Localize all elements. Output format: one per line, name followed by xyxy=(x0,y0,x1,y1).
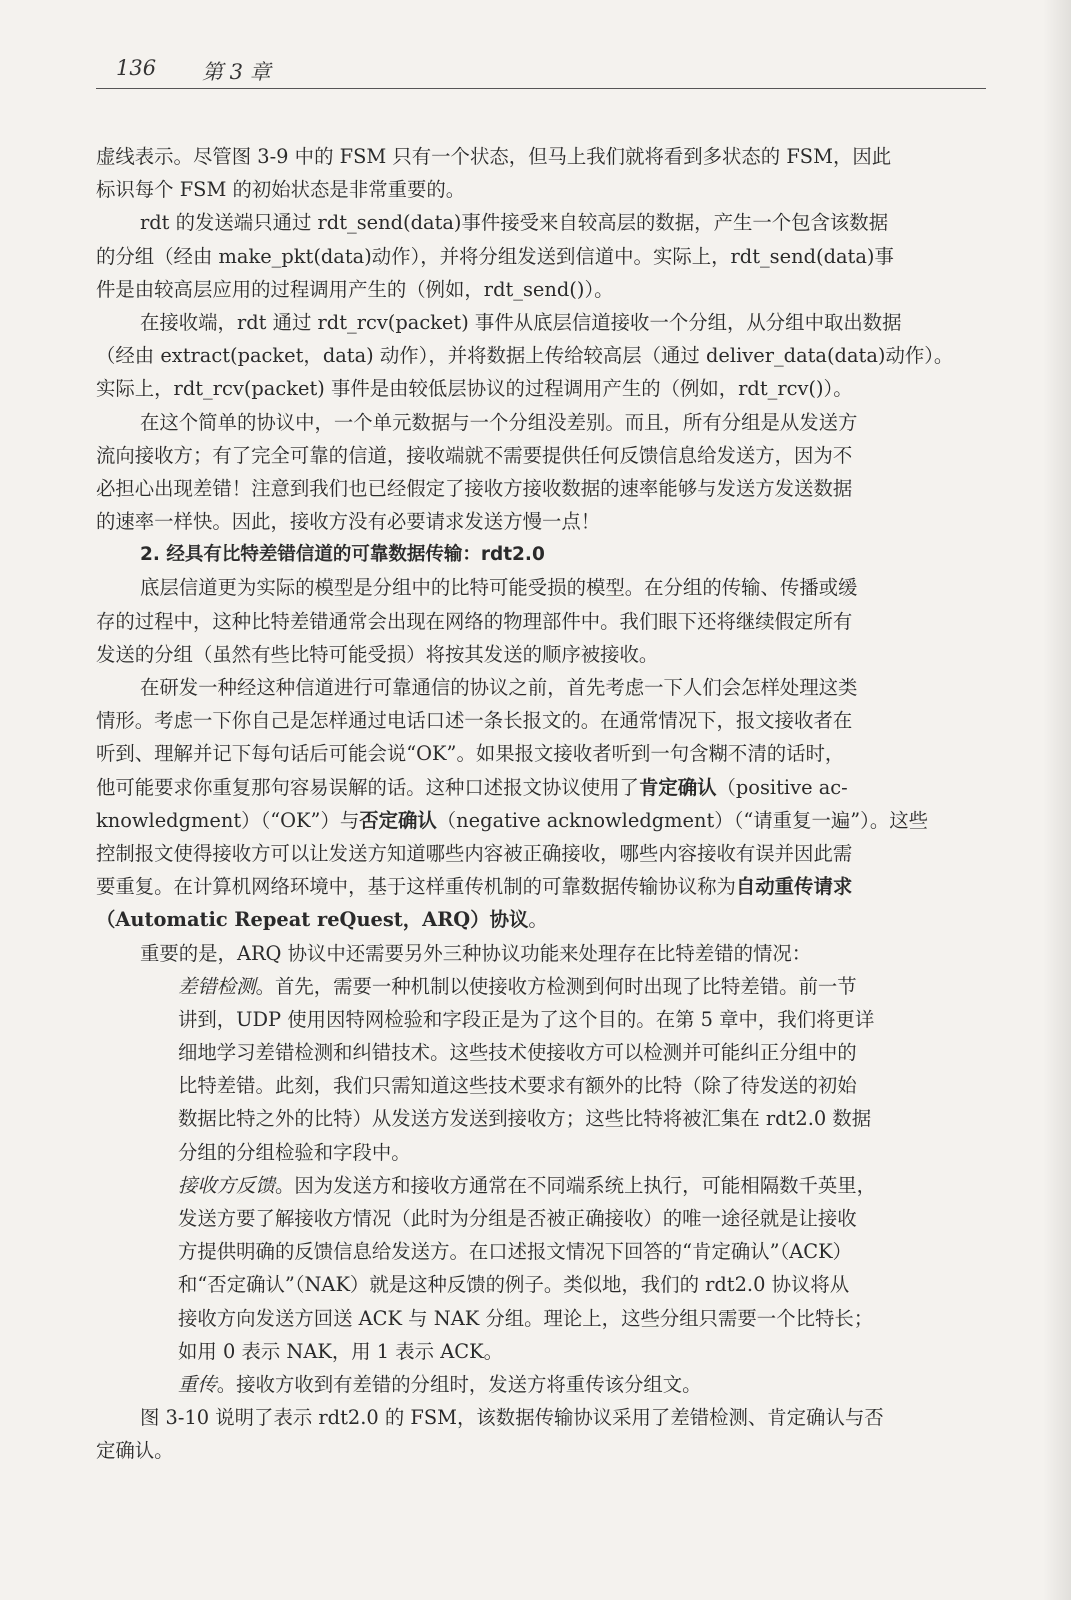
text-line: 标识每个 FSM 的初始状态是非常重要的。 xyxy=(96,178,466,202)
text-line xyxy=(96,771,988,804)
text-line: 存的过程中，这种比特差错通常会出现在网络的物理部件中。我们眼下还将继续假定所有 xyxy=(96,609,853,633)
page-edge-shadow xyxy=(1043,0,1071,1600)
text-line: 实际上，rdt_rcv(packet) 事件是由较低层协议的过程调用产生的（例如，rdt_rcv()）。 xyxy=(96,377,853,401)
text-line: 方提供明确的反馈信息给发送方。在口述报文情况下回答的“肯定确认”（ACK） xyxy=(178,1240,852,1264)
text-line: 控制报文使得接收方可以让发送方知道哪些内容被正确接收，哪些内容接收有误并因此需 xyxy=(96,841,853,865)
text-line: 和“否定确认”（NAK）就是这种反馈的例子。类似地，我们的 rdt2.0 协议将从 xyxy=(178,1273,850,1297)
text-line: 重要的是，ARQ 协议中还需要另外三种协议功能来处理存在比特差错的情况： xyxy=(140,941,812,965)
term-retransmission: 重传 xyxy=(178,1372,217,1396)
text-line: 接收方向发送方回送 ACK 与 NAK 分组。理论上，这些分组只需要一个比特长； xyxy=(178,1306,874,1330)
text-run: 。首先，需要一种机制以使接收方检测到何时出现了比特差错。前一节 xyxy=(255,974,857,998)
term-arq-english: （Automatic Repeat reQuest，ARQ） xyxy=(96,908,490,932)
text-line: 定确认。 xyxy=(96,1439,174,1463)
text-line: 在这个简单的协议中，一个单元数据与一个分组没差别。而且，所有分组是从发送方 xyxy=(140,410,858,434)
text-line: （经由 extract(packet，data) 动作），并将数据上传给较高层（通过 deliver_data(data)动作）。 xyxy=(96,344,954,368)
text-line: 的分组（经由 make_pkt(data)动作），并将分组发送到信道中。实际上，rdt_send(data)事 xyxy=(96,244,894,268)
text-line: 发送方要了解接收方情况（此时为分组是否被正确接收）的唯一途径就是让接收 xyxy=(178,1207,857,1230)
text-line: 如用 0 表示 NAK，用 1 表示 ACK。 xyxy=(178,1339,503,1363)
text-run: 。 xyxy=(528,908,548,932)
term-negative-ack: 否定确认 xyxy=(359,808,437,832)
term-positive-ack: 肯定确认 xyxy=(638,775,717,799)
bullet-item xyxy=(96,1169,988,1202)
text-line: rdt 的发送端只通过 rdt_send(data)事件接受来自较高层的数据，产生一个包含该数据 xyxy=(140,211,889,235)
section-heading: 2. 经具有比特差错信道的可靠数据传输：rdt2.0 xyxy=(140,544,545,566)
text-run: （positive ac- xyxy=(716,775,848,799)
bullet-item xyxy=(96,970,988,1003)
text-run: （negative acknowledgment）（“请重复一遍”）。这些 xyxy=(436,808,929,832)
text-line xyxy=(96,870,988,903)
text-run: 。因为发送方和接收方通常在不同端系统上执行，可能相隔数千英里， xyxy=(274,1173,877,1197)
text-line: 在接收端，rdt 通过 rdt_rcv(packet) 事件从底层信道接收一个分组，从分组中取出数据 xyxy=(140,310,902,334)
text-line xyxy=(96,804,988,837)
page-number: 136 xyxy=(116,56,157,80)
text-line: 图 3-10 说明了表示 rdt2.0 的 FSM，该数据传输协议采用了差错检测、肯定确认与否 xyxy=(140,1406,884,1430)
term-error-detection: 差错检测 xyxy=(178,974,256,998)
term-receiver-feedback: 接收方反馈 xyxy=(178,1173,275,1197)
text-run: 要重复。在计算机网络环境中，基于这样重传机制的可靠数据传输协议称为 xyxy=(96,875,736,899)
page-header xyxy=(96,52,986,89)
text-run: knowledgment）（“OK”）与 xyxy=(96,808,360,832)
bullet-item xyxy=(96,1368,988,1401)
text-line: 发送的分组（虽然有些比特可能受损）将按其发送的顺序被接收。 xyxy=(96,642,659,666)
text-line: 细地学习差错检测和纠错技术。这些技术使接收方可以检测并可能纠正分组中的 xyxy=(178,1041,857,1065)
text-line: 的速率一样快。因此，接收方没有必要请求发送方慢一点！ xyxy=(96,510,601,534)
text-line: 虚线表示。尽管图 3-9 中的 FSM 只有一个状态，但马上我们就将看到多状态的 FSM，因此 xyxy=(96,145,892,168)
text-line: 听到、理解并记下每句话后可能会说“OK”。如果报文接收者听到一句含糊不清的话时， xyxy=(96,742,845,766)
text-line xyxy=(96,903,988,936)
term-protocol: 协议 xyxy=(489,908,529,932)
term-arq: 自动重传请求 xyxy=(735,875,853,899)
text-run: 他可能要求你重复那句容易误解的话。这种口述报文协议使用了 xyxy=(96,775,639,799)
text-line: 情形。考虑一下你自己是怎样通过电话口述一条长报文的。在通常情况下，报文接收者在 xyxy=(96,709,853,733)
text-line: 在研发一种经这种信道进行可靠通信的协议之前，首先考虑一下人们会怎样处理这类 xyxy=(140,676,858,699)
chapter-label: 第 3 章 xyxy=(202,60,271,84)
text-line: 流向接收方；有了完全可靠的信道，接收端就不需要提供任何反馈信息给发送方，因为不 xyxy=(96,443,853,467)
text-line: 必担心出现差错！注意到我们也已经假定了接收方接收数据的速率能够与发送方发送数据 xyxy=(96,476,853,500)
page-body xyxy=(96,140,988,1468)
text-run: 。接收方收到有差错的分组时，发送方将重传该分组文。 xyxy=(216,1372,702,1396)
text-line: 分组的分组检验和字段中。 xyxy=(178,1140,411,1164)
text-line: 讲到，UDP 使用因特网检验和字段正是为了这个目的。在第 5 章中，我们将更详 xyxy=(178,1007,875,1031)
text-line: 底层信道更为实际的模型是分组中的比特可能受损的模型。在分组的传输、传播或缓 xyxy=(140,576,858,600)
text-line: 比特差错。此刻，我们只需知道这些技术要求有额外的比特（除了待发送的初始 xyxy=(178,1074,857,1098)
text-line: 数据比特之外的比特）从发送方发送到接收方；这些比特将被汇集在 rdt2.0 数据 xyxy=(178,1107,872,1131)
text-line: 件是由较高层应用的过程调用产生的（例如，rdt_send()）。 xyxy=(96,277,614,301)
